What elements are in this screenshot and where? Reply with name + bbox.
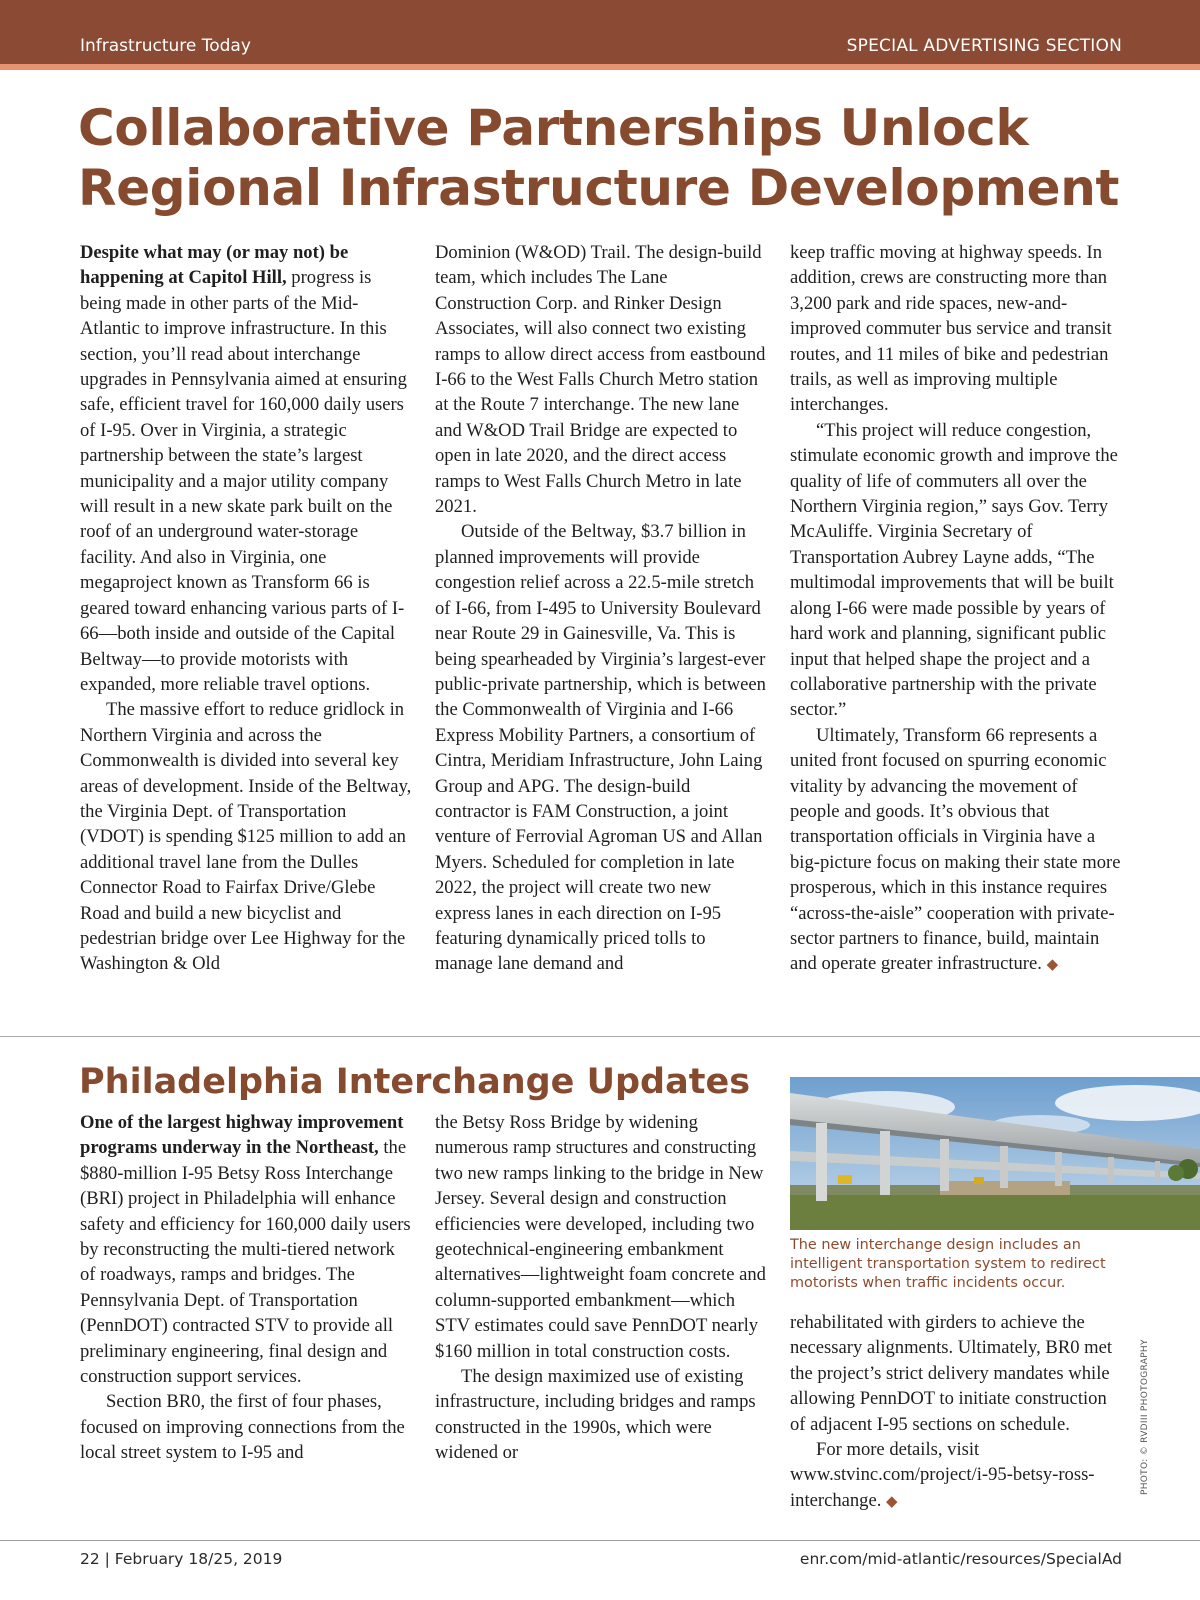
footer-rule [0, 1540, 1200, 1541]
photo-credit: PHOTO: © RVDIII PHOTOGRAPHY [1140, 1339, 1150, 1495]
article-paragraph: Ultimately, Transform 66 represents a united front focused on spurring economic vitality by advancing the movement of people and goods. It’s obvious that transportation officials in Virginia have a big-picture focus on making their state more prosperous, which in this instance requires “across-the-aisle” cooperation with private-sector partners to finance, build, maintain and operate greater infrastructure. ◆ [790, 724, 1121, 975]
article-column-2 [435, 240, 767, 977]
article-paragraph: Outside of the Beltway, $3.7 billion in planned improvements will provide congestion relief across a 22.5-mile stretch of I-66, from I-495 to University Boulevard near Route 29 in Gainesville, Va. This is being spearheaded by Virginia’s largest-ever public-private partnership, which is between the Commonwealth of Virginia and I-66 Express Mobility Partners, a consortium of Cintra, Meridiam Infrastructure, John Laing Group and APG. The design-build contractor is FAM Construction, a joint venture of Ferrovial Agroman US and Allan Myers. Scheduled for completion in late 2022, the project will create two new express lanes in each direction on I-95 featuring dynamically priced tolls to manage lane demand and [435, 521, 766, 975]
article-paragraph-continued: the Betsy Ross Bridge by widening numerous ramp structures and constructing two new ramps linking to the bridge in New Jersey. Several design and construction efficiencies were developed, including two geotechnical-engineering embankment alternatives—lightweight foam concrete and column-supported embankment—which STV estimates could save PennDOT nearly $160 million in total construction costs. [435, 1112, 766, 1362]
article-headline [78, 98, 1138, 218]
sidebar-headline: Philadelphia Interchange Updates [79, 1062, 751, 1102]
article-paragraph-continued: keep traffic moving at highway speeds. In addition, crews are constructing more than 3,200 park and ride spaces, new-and-improved commuter bus service and transit routes, and 11 miles of bike and pedestrian trails, as well as improving multiple interchanges. [790, 242, 1112, 416]
article-column-3 [790, 240, 1122, 979]
lead-in: Despite what may (or may not) be happening at Capitol Hill, [80, 242, 349, 289]
article-paragraph-continued: rehabilitated with girders to achieve the necessary alignments. Ultimately, BR0 met the project’s strict delivery mandates while allowing PennDOT to initiate construction of adjacent I-95 sections on schedule. [790, 1312, 1113, 1435]
interchange-photo [790, 1077, 1200, 1230]
article-paragraph: For more details, visit www.stvinc.com/project/i-95-betsy-ross-interchange. ◆ [790, 1439, 1095, 1511]
article-paragraph-continued: Dominion (W&OD) Trail. The design-build team, which includes The Lane Construction Corp. and Rinker Design Associates, will also connect two existing ramps to allow direct access from eastbound I-66 to the West Falls Church Metro station at the Route 7 interchange. The new lane and W&OD Trail Bridge are expected to open in late 2020, and the direct access ramps to West Falls Church Metro in late 2021. [435, 242, 766, 518]
page-header [0, 0, 1200, 70]
section-label: SPECIAL ADVERTISING SECTION [846, 36, 1122, 56]
article-paragraph: “This project will reduce congestion, stimulate economic growth and improve the quality of life of commuters all over the Northern Virginia region,” says Gov. Terry McAuliffe. Virginia Secretary of Transportation Aubrey Layne adds, “The multimodal improvements that will be built along I-66 were made possible by years of hard work and planning, significant public input that helped shape the project and a collaborative partnership with the private sector.” [790, 419, 1118, 721]
interchange-photo-image [790, 1077, 1200, 1230]
article-paragraph: Section BR0, the first of four phases, focused on improving connections from the local street system to I-95 and [80, 1391, 405, 1464]
article-paragraph: The massive effort to reduce gridlock in Northern Virginia and across the Commonwealth is divided into several key areas of development. Inside of the Beltway, the Virginia Dept. of Transportation (VDOT) is spending $125 million to add an additional travel lane from the Dulles Connector Road to Fairfax Drive/Glebe Road and build a new bicyclist and pedestrian bridge over Lee Highway for the Washington & Old [80, 699, 412, 975]
sidebar-column-2 [435, 1110, 767, 1466]
section-divider [0, 1036, 1200, 1037]
headline-line-1: Collaborative Partnerships Unlock [78, 99, 1029, 157]
article-paragraph: One of the largest highway improvement programs underway in the Northeast, the $880-million I-95 Betsy Ross Interchange (BRI) project in Philadelphia will enhance safety and efficiency for 160,000 daily users by reconstructing the multi-tiered network of roadways, ramps and bridges. The Pennsylvania Dept. of Transportation (PennDOT) contracted STV to provide all preliminary engineering, final design and construction support services. [80, 1112, 411, 1388]
article-column-1 [80, 240, 412, 977]
end-mark-icon: ◆ [1046, 957, 1059, 974]
sidebar-column-1 [80, 1110, 412, 1466]
publication-name: Infrastructure Today [80, 36, 251, 56]
footer-url: enr.com/mid-atlantic/resources/SpecialAd [799, 1550, 1122, 1568]
end-mark-icon: ◆ [886, 1493, 898, 1510]
article-paragraph: Despite what may (or may not) be happening at Capitol Hill, progress is being made in other parts of the Mid-Atlantic to improve infrastructure. In this section, you’ll read about interchange upgrades in Pennsylvania aimed at ensuring safe, efficient travel for 160,000 daily users of I-95. Over in Virginia, a strategic partnership between the state’s largest municipality and a major utility company will result in a new skate park built on the roof of an underground water-storage facility. And also in Virginia, one megaproject known as Transform 66 is geared toward enhancing various parts of I-66—both inside and outside of the Capital Beltway—to provide motorists with expanded, more reliable travel options. [80, 242, 407, 695]
lead-in: One of the largest highway improvement programs underway in the Northeast, [80, 1112, 404, 1159]
headline-line-2: Regional Infrastructure Development [78, 159, 1120, 217]
article-paragraph: The design maximized use of existing infrastructure, including bridges and ramps constructed in the 1990s, which were widened or [435, 1366, 756, 1464]
sidebar-column-3 [790, 1310, 1122, 1515]
page-info: 22 | February 18/25, 2019 [80, 1550, 283, 1568]
photo-caption: The new interchange design includes an intelligent transportation system to redirect motorists when traffic incidents occur. [790, 1237, 1106, 1291]
